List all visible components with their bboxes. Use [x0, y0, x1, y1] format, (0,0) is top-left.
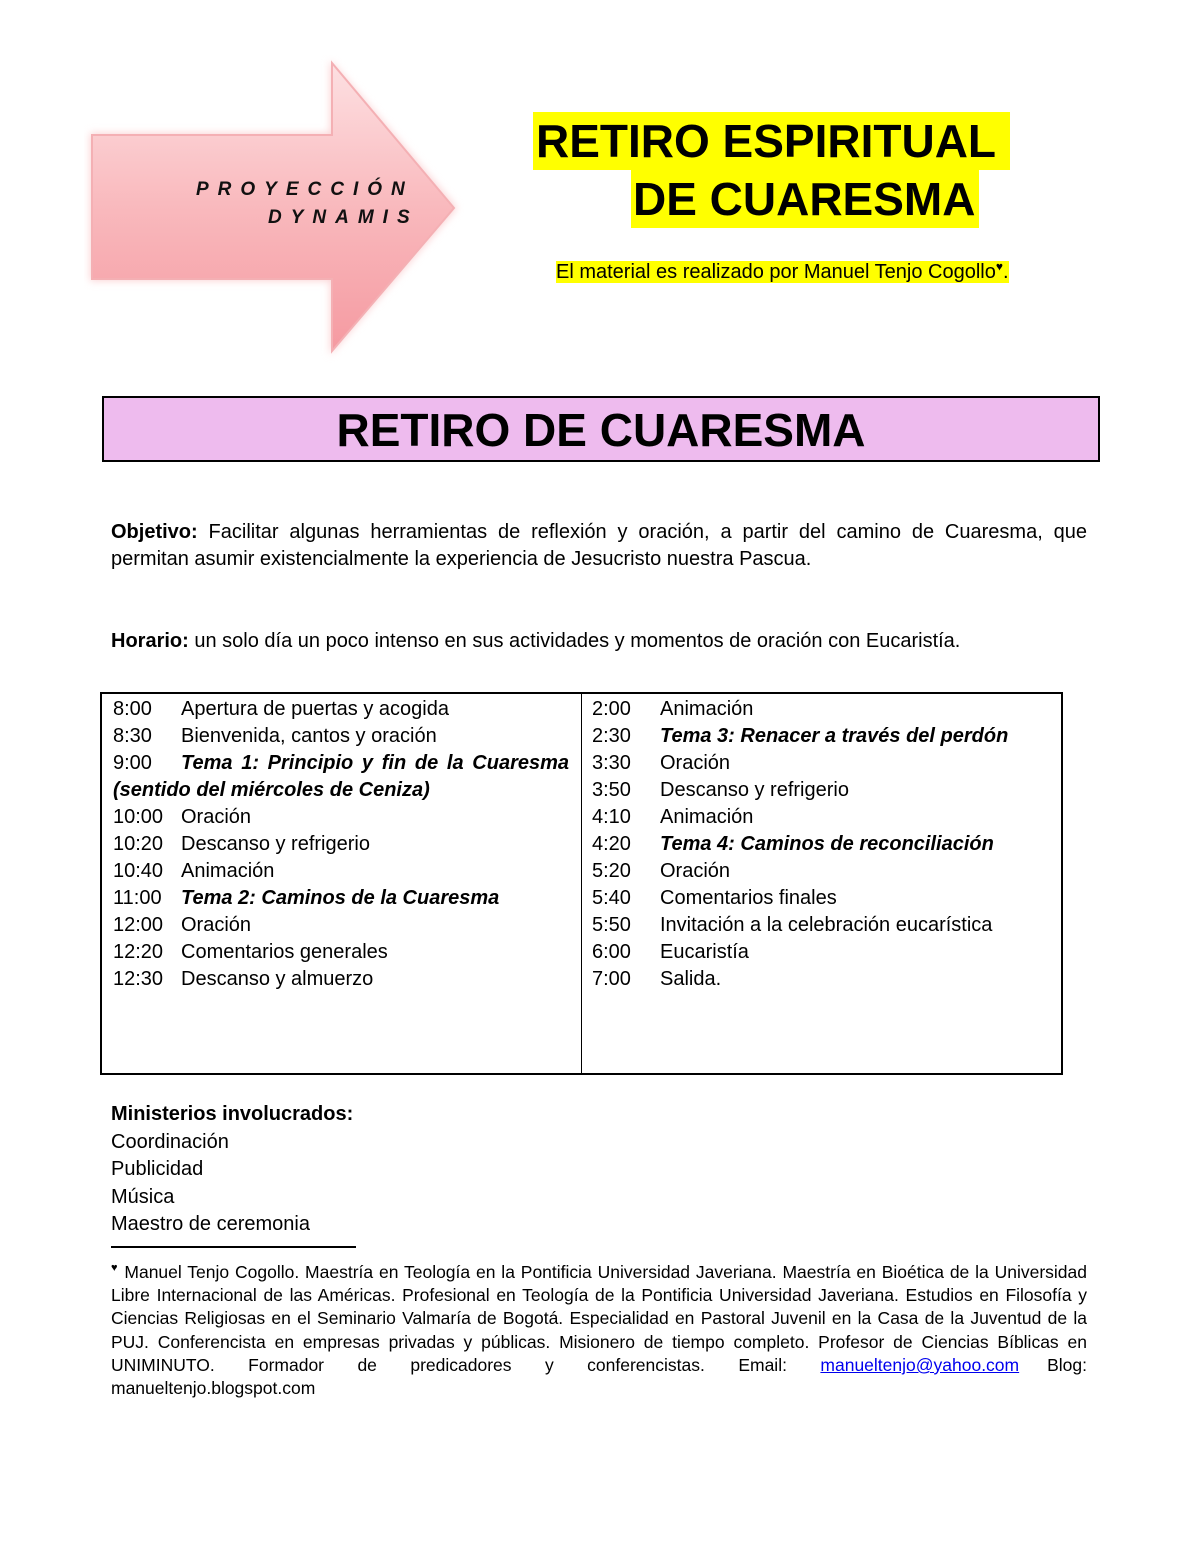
ministries-section: [111, 1101, 353, 1239]
brand-logo: [196, 176, 446, 232]
heart-icon: ♥: [111, 1262, 119, 1274]
blog-text: manueltenjo.blogspot.com: [111, 1378, 316, 1399]
schedule-activity: Descanso y refrigerio: [181, 833, 370, 855]
section-banner: RETIRO DE CUARESMA: [102, 396, 1100, 462]
objective-paragraph: [111, 519, 1087, 573]
blog-label: Blog:: [1047, 1355, 1088, 1376]
schedule-time: 9:00: [113, 752, 152, 774]
schedule-time: 3:50: [592, 779, 631, 801]
author-credit: [556, 253, 1009, 285]
schedule-row: [592, 831, 1051, 858]
email-label: Email:: [738, 1355, 821, 1376]
objective-text: Facilitar algunas herramientas de reflexión y oración, a partir del camino de Cuaresma, que permitan asumir existencialmente la experiencia de Jesucristo nuestra Pascua.: [111, 521, 1087, 570]
schedule-row: [592, 750, 1051, 777]
schedule-intro-paragraph: [111, 628, 1087, 655]
schedule-row: [592, 723, 1051, 750]
ministry-item: Coordinación: [111, 1130, 229, 1153]
schedule-row: [113, 966, 569, 993]
schedule-time: 5:40: [592, 887, 631, 909]
heart-icon: ♥: [995, 259, 1003, 273]
schedule-row: [592, 858, 1051, 885]
schedule-topic: Tema 2: Caminos de la Cuaresma: [181, 887, 500, 909]
schedule-activity: Invitación a la celebración eucarística: [660, 914, 993, 936]
schedule-activity: Descanso y refrigerio: [660, 779, 849, 801]
footnote-text: Manuel Tenjo Cogollo. Maestría en Teología en la Pontificia Universidad Javeriana. Maestría en Bioética de la Universidad Libre Internacional de las Américas. Profesional en Teología de la Pontificia Universidad Javeriana. Estudios en Filosofía y Ciencias Religiosas en el Seminario Valmaría de Bogotá. Especialidad en Pastoral Juvenil en la Casa de la Juventud de la PUJ. Conferencista en empresas privadas y públicas. Misionero de tiempo completo. Profesor de Ciencias Bíblicas en UNIMINUTO. Formador de predicadores y conferencistas.: [111, 1261, 1088, 1376]
schedule-row: [592, 939, 1051, 966]
schedule-time: 3:30: [592, 752, 631, 774]
schedule-activity: Oración: [660, 860, 731, 882]
schedule-activity: Apertura de puertas y acogida: [181, 698, 449, 720]
schedule-time: 6:00: [592, 941, 631, 963]
schedule-time: 11:00: [113, 887, 162, 909]
ministry-item: Música: [111, 1185, 175, 1208]
schedule-time: 10:00: [113, 806, 164, 828]
schedule-row: [113, 858, 569, 885]
schedule-activity: Animación: [181, 860, 275, 882]
schedule-row: [113, 912, 569, 939]
email-link[interactable]: manueltenjo@yahoo.com: [820, 1355, 1020, 1376]
schedule-time: 10:40: [113, 860, 164, 882]
schedule-activity: Bienvenida, cantos y oración: [181, 725, 437, 747]
footnote: [111, 1257, 1087, 1401]
title-line-2: DE CUARESMA: [631, 170, 979, 228]
brand-line-1: PROYECCIÓN: [196, 179, 414, 200]
schedule-table: [100, 692, 1063, 1075]
schedule-time: 4:20: [592, 833, 631, 855]
credit-text: El material es realizado por Manuel Tenjo Cogollo: [556, 260, 996, 283]
schedule-activity: Descanso y almuerzo: [181, 968, 374, 990]
schedule-intro-text: un solo día un poco intenso en sus actividades y momentos de oración con Eucaristía.: [188, 630, 961, 652]
schedule-activity: Oración: [181, 806, 252, 828]
schedule-time: 7:00: [592, 968, 631, 990]
schedule-row: [113, 696, 569, 723]
schedule-row: [592, 804, 1051, 831]
ministry-item: Publicidad: [111, 1158, 204, 1180]
schedule-activity: Oración: [181, 914, 252, 936]
schedule-row: [113, 885, 569, 912]
schedule-label: Horario:: [111, 630, 189, 652]
schedule-activity: Eucaristía: [660, 941, 749, 963]
schedule-activity: Animación: [660, 806, 754, 828]
schedule-time: 12:20: [113, 941, 164, 963]
schedule-time: 5:50: [592, 914, 631, 936]
title-line-1: RETIRO ESPIRITUAL: [533, 112, 1010, 170]
objective-label: Objetivo:: [111, 521, 198, 543]
brand-line-2: DYNAMIS: [268, 207, 419, 228]
schedule-activity: Comentarios generales: [181, 941, 388, 963]
schedule-activity: Salida.: [660, 968, 722, 990]
schedule-activity: Oración: [660, 752, 731, 774]
schedule-topic: Tema 1: Principio y fin de la Cuaresma (sentido del miércoles de Ceniza): [113, 752, 569, 801]
ministries-heading: Ministerios involucrados:: [111, 1103, 354, 1125]
schedule-row: [592, 966, 1051, 993]
schedule-row: [113, 804, 569, 831]
schedule-column-morning: [102, 694, 582, 1073]
ministry-item: Maestro de ceremonia: [111, 1213, 310, 1235]
page-title: [533, 112, 1010, 228]
schedule-topic: Tema 4: Caminos de reconciliación: [660, 833, 994, 855]
credit-end: .: [1003, 260, 1009, 283]
schedule-activity: Comentarios finales: [660, 887, 837, 909]
schedule-time: 4:10: [592, 806, 631, 828]
schedule-topic: Tema 3: Renacer a través del perdón: [660, 725, 1009, 747]
schedule-row: [113, 939, 569, 966]
schedule-time: 12:30: [113, 968, 164, 990]
schedule-row: [592, 885, 1051, 912]
schedule-row: [592, 912, 1051, 939]
schedule-activity: Animación: [660, 698, 754, 720]
schedule-time: 8:00: [113, 698, 152, 720]
schedule-time: 2:30: [592, 725, 631, 747]
schedule-time: 12:00: [113, 914, 164, 936]
schedule-row: [113, 723, 569, 750]
schedule-row: [113, 831, 569, 858]
schedule-row: [592, 696, 1051, 723]
schedule-time: 2:00: [592, 698, 631, 720]
schedule-time: 8:30: [113, 725, 152, 747]
schedule-row: [592, 777, 1051, 804]
schedule-time: 5:20: [592, 860, 631, 882]
schedule-column-afternoon: [582, 694, 1061, 1073]
footnote-divider: [111, 1246, 356, 1248]
schedule-row: [113, 750, 569, 804]
schedule-time: 10:20: [113, 833, 164, 855]
